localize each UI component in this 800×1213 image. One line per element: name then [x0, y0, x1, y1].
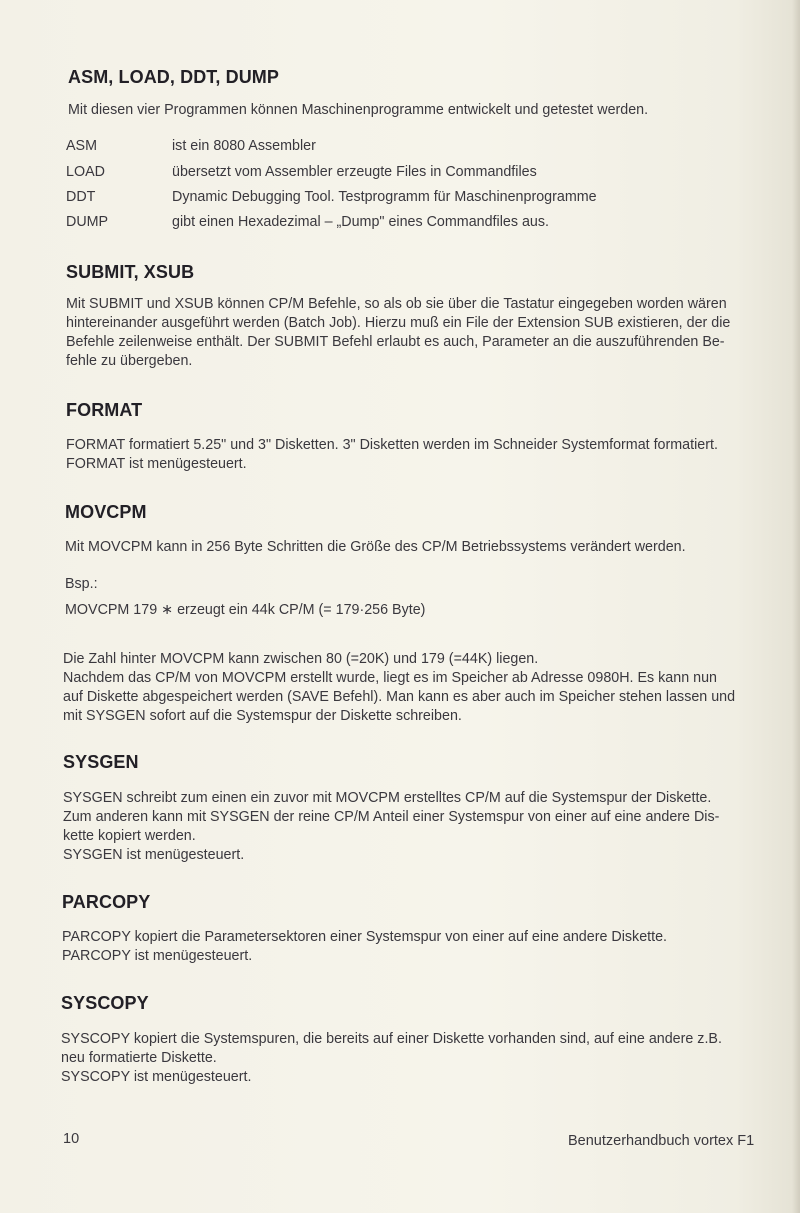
program-desc: Dynamic Debugging Tool. Testprogramm für Maschinenprogramme	[172, 189, 597, 205]
example-command: MOVCPM 179 ∗ erzeugt ein 44k CP/M (= 179·256 Byte)	[65, 602, 426, 618]
heading-syscopy: SYSCOPY	[61, 993, 149, 1013]
heading-format: FORMAT	[66, 400, 143, 420]
text-line: kette kopiert werden.	[63, 828, 196, 844]
program-term: DUMP	[66, 214, 109, 230]
heading-asm-load-ddt-dump: ASM, LOAD, DDT, DUMP	[68, 67, 279, 87]
text-line: neu formatierte Diskette.	[61, 1050, 217, 1066]
text-line: mit SYSGEN sofort auf die Systemspur der Diskette schreiben.	[63, 708, 462, 724]
program-desc: gibt einen Hexadezimal – „Dump" eines Commandfiles aus.	[172, 214, 549, 230]
text-line: FORMAT formatiert 5.25" und 3" Disketten. 3" Disketten werden im Schneider Systemformat formatiert.	[66, 437, 718, 453]
program-term: ASM	[66, 138, 97, 154]
heading-parcopy: PARCOPY	[62, 892, 151, 912]
text-line: SYSCOPY kopiert die Systemspuren, die bereits auf einer Diskette vorhanden sind, auf eine andere z.B.	[61, 1031, 722, 1047]
asm-intro: Mit diesen vier Programmen können Maschinenprogramme entwickelt und getestet werden.	[68, 102, 649, 118]
text-line: SYSGEN ist menügesteuert.	[63, 847, 245, 863]
program-desc: ist ein 8080 Assembler	[172, 138, 316, 154]
text-line: hintereinander ausgeführt werden (Batch Job). Hierzu muß ein File der Extension SUB existieren, der die	[66, 315, 731, 331]
movcpm-intro: Mit MOVCPM kann in 256 Byte Schritten die Größe des CP/M Betriebssystems verändert werden.	[65, 539, 686, 555]
text-line: PARCOPY kopiert die Parametersektoren einer Systemspur von einer auf eine andere Diskette.	[62, 929, 668, 945]
heading-submit-xsub: SUBMIT, XSUB	[66, 262, 195, 282]
page-number: 10	[63, 1131, 80, 1147]
heading-sysgen: SYSGEN	[63, 752, 139, 772]
book-title: Benutzerhandbuch vortex F1	[568, 1133, 755, 1149]
text-line: Befehle zeilenweise enthält. Der SUBMIT Befehl erlaubt es auch, Parameter an die auszuführenden Be-	[66, 334, 725, 350]
example-label: Bsp.:	[65, 576, 98, 592]
text-line: SYSCOPY ist menügesteuert.	[61, 1069, 252, 1085]
program-term: LOAD	[66, 164, 105, 180]
text-line: fehle zu übergeben.	[66, 353, 193, 369]
text-line: SYSGEN schreibt zum einen ein zuvor mit MOVCPM erstelltes CP/M auf die Systemspur der Diskette.	[63, 790, 712, 806]
text-line: Nachdem das CP/M von MOVCPM erstellt wurde, liegt es im Speicher ab Adresse 0980H. Es kann nun	[63, 670, 717, 686]
text-line: Die Zahl hinter MOVCPM kann zwischen 80 (=20K) und 179 (=44K) liegen.	[63, 651, 539, 667]
program-term: DDT	[66, 189, 96, 205]
heading-movcpm: MOVCPM	[65, 502, 147, 522]
program-desc: übersetzt vom Assembler erzeugte Files in Commandfiles	[172, 164, 537, 180]
text-line: Zum anderen kann mit SYSGEN der reine CP/M Anteil einer Systemspur von einer auf eine andere Dis-	[63, 809, 720, 825]
text-line: Mit SUBMIT und XSUB können CP/M Befehle, so als ob sie über die Tastatur eingegeben worden wären	[66, 296, 727, 312]
text-line: auf Diskette abgespeichert werden (SAVE Befehl). Man kann es aber auch im Speicher stehen lassen und	[63, 689, 736, 705]
page-edge-shadow	[792, 0, 800, 1213]
text-line: PARCOPY ist menügesteuert.	[62, 948, 253, 964]
text-line: FORMAT ist menügesteuert.	[66, 456, 247, 472]
